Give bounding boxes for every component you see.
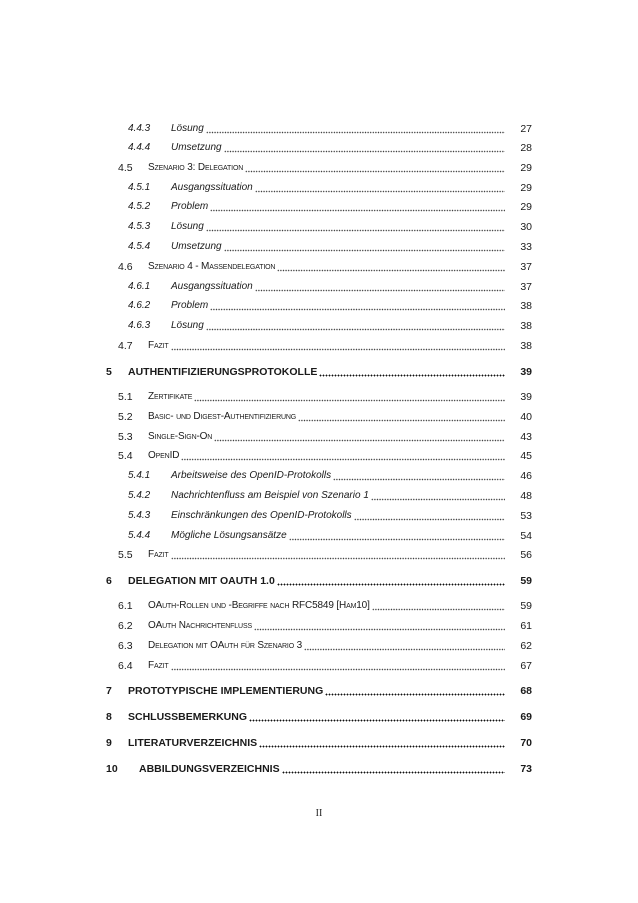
toc-entry-title: Ausgangssituation: [171, 281, 253, 292]
toc-entry-number: 4.5.1: [128, 182, 151, 193]
toc-entry[interactable]: [0, 761, 638, 777]
toc-entry-number: 4.6.1: [128, 281, 151, 292]
toc-entry-page: 61: [520, 620, 532, 632]
toc-entry-title: Szenario 3: Delegation: [148, 162, 244, 173]
toc-entry-title: AUTHENTIFIZIERUNGSPROTOKOLLE: [128, 366, 318, 378]
toc-entry-page: 43: [520, 431, 532, 443]
toc-entry-title: LITERATURVERZEICHNIS: [128, 737, 258, 749]
toc-entry[interactable]: [0, 468, 638, 484]
toc-entry-title: PROTOTYPISCHE IMPLEMENTIERUNG: [128, 685, 324, 697]
toc-entry-title: OAuth-Rollen und -Begriffe nach RFC5849 [Ham10]: [148, 600, 370, 611]
toc-entry[interactable]: [0, 735, 638, 751]
dot-leader: [181, 450, 505, 461]
dot-leader: [254, 620, 505, 631]
toc-entry-number: 6.1: [118, 600, 133, 612]
toc-entry[interactable]: [0, 318, 638, 334]
toc-entry-title: Ausgangssituation: [171, 182, 253, 193]
toc-entry[interactable]: [0, 508, 638, 524]
toc-entry-number: 7: [106, 685, 112, 697]
toc-entry[interactable]: [0, 259, 638, 275]
toc-entry[interactable]: [0, 528, 638, 544]
toc-entry-page: 29: [520, 182, 532, 194]
dot-leader: [289, 530, 505, 541]
toc-entry-number: 4.5.4: [128, 241, 151, 252]
dot-leader: [304, 640, 505, 651]
toc-entry[interactable]: [0, 658, 638, 674]
toc-entry-title: Umsetzung: [171, 142, 222, 153]
toc-entry[interactable]: [0, 638, 638, 654]
dot-leader: [224, 142, 505, 153]
toc-entry-title: DELEGATION MIT OAUTH 1.0: [128, 575, 275, 587]
dot-leader: [206, 123, 505, 134]
dot-leader: [255, 281, 505, 292]
toc-entry[interactable]: [0, 239, 638, 255]
dot-leader: [298, 411, 505, 422]
toc-entry-number: 5: [106, 366, 112, 378]
toc-entry-title: Fazit: [148, 660, 169, 671]
toc-entry-title: Zertifikate: [148, 391, 193, 402]
toc-entry[interactable]: [0, 448, 638, 464]
toc-entry[interactable]: [0, 409, 638, 425]
toc-entry[interactable]: [0, 683, 638, 699]
dot-leader: [210, 300, 505, 311]
toc-entry[interactable]: [0, 488, 638, 504]
toc-entry[interactable]: [0, 709, 638, 725]
toc-entry-number: 5.3: [118, 431, 133, 443]
toc-entry-number: 4.4.4: [128, 142, 151, 153]
toc-entry-number: 9: [106, 737, 112, 749]
toc-entry-title: Single-Sign-On: [148, 431, 213, 442]
toc-entry-title: Fazit: [148, 549, 169, 560]
toc-entry-page: 29: [520, 201, 532, 213]
toc-entry-title: ABBILDUNGSVERZEICHNIS: [139, 763, 280, 775]
toc-entry-title: OAuth Nachrichtenfluss: [148, 620, 252, 631]
toc-entry-title: Umsetzung: [171, 241, 222, 252]
toc-entry[interactable]: [0, 389, 638, 405]
toc-entry[interactable]: [0, 180, 638, 196]
dot-leader: [372, 600, 505, 611]
dot-leader: [171, 660, 505, 671]
toc-entry-number: 5.4.2: [128, 490, 151, 501]
dot-leader: [194, 391, 505, 402]
toc-entry[interactable]: [0, 298, 638, 314]
toc-entry-title: Basic- und Digest-Authentifizierung: [148, 411, 297, 422]
dot-leader: [249, 711, 505, 722]
dot-leader: [206, 320, 505, 331]
toc-entry-page: 40: [520, 411, 532, 423]
toc-entry-page: 59: [520, 600, 532, 612]
toc-entry-title: Delegation mit OAuth für Szenario 3: [148, 640, 303, 651]
toc-entry-number: 4.7: [118, 340, 133, 352]
toc-entry-number: 10: [106, 763, 118, 775]
toc-entry[interactable]: [0, 429, 638, 445]
toc-entry-number: 5.4.4: [128, 530, 151, 541]
toc-entry[interactable]: [0, 338, 638, 354]
toc-entry-page: 33: [520, 241, 532, 253]
toc-entry-page: 48: [520, 490, 532, 502]
toc-entry[interactable]: [0, 199, 638, 215]
toc-entry-title: Mögliche Lösungsansätze: [171, 530, 287, 541]
dot-leader: [277, 261, 505, 272]
toc-entry[interactable]: [0, 547, 638, 563]
toc-entry-number: 4.6.3: [128, 320, 151, 331]
dot-leader: [325, 685, 505, 696]
toc-entry-page: 29: [520, 162, 532, 174]
toc-entry-title: Fazit: [148, 340, 169, 351]
toc-entry-page: 38: [520, 320, 532, 332]
toc-entry-page: 54: [520, 530, 532, 542]
dot-leader: [210, 201, 505, 212]
toc-entry-page: 62: [520, 640, 532, 652]
toc-entry-title: Einschränkungen des OpenID-Protokolls: [171, 510, 352, 521]
toc-entry[interactable]: [0, 364, 638, 380]
toc-entry-page: 69: [520, 711, 532, 723]
toc-entry-title: Lösung: [171, 320, 204, 331]
dot-leader: [214, 431, 505, 442]
toc-entry-title: SCHLUSSBEMERKUNG: [128, 711, 248, 723]
dot-leader: [171, 549, 505, 560]
toc-entry-number: 5.4.3: [128, 510, 151, 521]
dot-leader: [206, 221, 505, 232]
toc-entry-title: Problem: [171, 201, 209, 212]
toc-entry-title: Problem: [171, 300, 209, 311]
toc-entry-page: 27: [520, 123, 532, 135]
toc-entry-number: 5.1: [118, 391, 133, 403]
toc-entry-title: Arbeitsweise des OpenID-Protokolls: [171, 470, 332, 481]
toc-entry-page: 46: [520, 470, 532, 482]
toc-entry-number: 6.3: [118, 640, 133, 652]
toc-entry[interactable]: [0, 121, 638, 137]
toc-entry[interactable]: [0, 598, 638, 614]
toc-entry-title: OpenID: [148, 450, 180, 461]
dot-leader: [319, 366, 505, 377]
dot-leader: [245, 162, 505, 173]
dot-leader: [277, 575, 505, 586]
toc-entry-page: 59: [520, 575, 532, 587]
toc-entry-page: 67: [520, 660, 532, 672]
toc-entry-page: 70: [520, 737, 532, 749]
toc-entry-title: Lösung: [171, 123, 204, 134]
toc-entry-page: 28: [520, 142, 532, 154]
toc-entry-number: 4.5.2: [128, 201, 151, 212]
toc-entry-number: 5.4: [118, 450, 133, 462]
toc-entry-page: 39: [520, 391, 532, 403]
toc-entry-number: 6.2: [118, 620, 133, 632]
dot-leader: [371, 490, 505, 501]
toc-entry-number: 4.6: [118, 261, 133, 273]
dot-leader: [282, 763, 505, 774]
dot-leader: [259, 737, 505, 748]
toc-entry[interactable]: [0, 573, 638, 589]
toc-entry-page: 53: [520, 510, 532, 522]
dot-leader: [354, 510, 505, 521]
toc-entry-page: 56: [520, 549, 532, 561]
toc-entry-page: 37: [520, 261, 532, 273]
toc-entry-number: 5.4.1: [128, 470, 151, 481]
dot-leader: [224, 241, 505, 252]
toc-entry-page: 39: [520, 366, 532, 378]
page-number: II: [315, 808, 323, 819]
toc-entry-title: Szenario 4 - Massendelegation: [148, 261, 276, 272]
toc-entry-page: 38: [520, 300, 532, 312]
dot-leader: [171, 340, 505, 351]
toc-entry-number: 4.5.3: [128, 221, 151, 232]
dot-leader: [255, 182, 505, 193]
toc-entry-number: 8: [106, 711, 112, 723]
toc-entry-page: 45: [520, 450, 532, 462]
toc-entry-page: 73: [520, 763, 532, 775]
toc-entry-number: 4.6.2: [128, 300, 151, 311]
toc-entry-number: 4.4.3: [128, 123, 151, 134]
toc-entry[interactable]: [0, 219, 638, 235]
toc-entry-page: 38: [520, 340, 532, 352]
toc-entry[interactable]: [0, 140, 638, 156]
toc-entry[interactable]: [0, 618, 638, 634]
toc-entry-number: 6.4: [118, 660, 133, 672]
toc-entry-number: 6: [106, 575, 112, 587]
dot-leader: [333, 470, 505, 481]
toc-entry[interactable]: [0, 279, 638, 295]
toc-entry[interactable]: [0, 160, 638, 176]
toc-entry-number: 4.5: [118, 162, 133, 174]
toc-entry-page: 30: [520, 221, 532, 233]
toc-entry-title: Nachrichtenfluss am Beispiel von Szenario 1: [171, 490, 369, 501]
toc-entry-page: 37: [520, 281, 532, 293]
toc-entry-page: 68: [520, 685, 532, 697]
toc-entry-title: Lösung: [171, 221, 204, 232]
toc-entry-number: 5.2: [118, 411, 133, 423]
toc-entry-number: 5.5: [118, 549, 133, 561]
